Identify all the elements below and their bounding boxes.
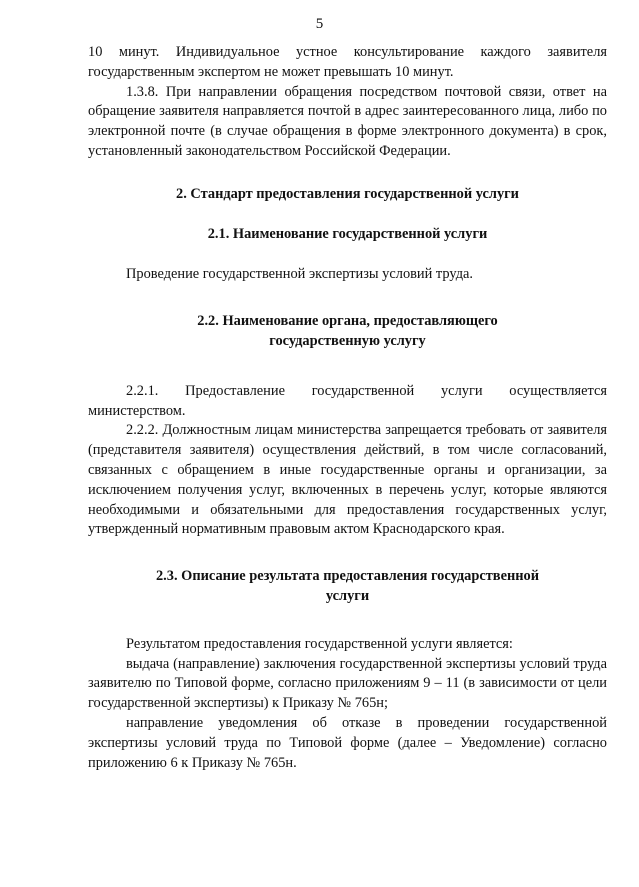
page-number: 5 xyxy=(315,16,324,32)
section-2-heading: 2. Стандарт предоставления государственной услуги xyxy=(176,185,519,202)
paragraph-2-3-item-b: направление уведомления об отказе в проведении государственной экспертизы условий труда по Типовой форме (далее – Уведомление) согласно приложению 6 к Приказу № 765н. xyxy=(88,714,607,771)
subsection-2-3-heading xyxy=(88,567,607,607)
paragraph-2-1: Проведение государственной экспертизы условий труда. xyxy=(126,266,473,283)
paragraph-continuation: 10 минут. Индивидуальное устное консультирование каждого заявителя государственным экспертом не может превышать 10 минут. xyxy=(88,44,607,80)
document-body xyxy=(88,43,607,773)
subsection-2-1-heading: 2.1. Наименование государственной услуги xyxy=(207,225,488,242)
subsection-2-3-heading-line2: услуги xyxy=(325,587,370,604)
subsection-2-2-heading-line2: государственную услугу xyxy=(269,332,426,349)
paragraph-2-3-intro: Результатом предоставления государственной услуги является: xyxy=(126,635,513,652)
subsection-2-3-heading-line1: 2.3. Описание результата предоставления государственной xyxy=(155,568,540,585)
paragraph-2-2-2: 2.2.2. Должностным лицам министерства запрещается требовать от заявителя (представителя заявителя) осуществления действий, в том числе согласований, связанных с обращением в иные государственные органы и организации, за исключением получения услуг, включенных в перечень услуг, которые являются необходимыми и обязательными для предоставления государственных услуг, утвержденный нормативным правовым актом Краснодарского края. xyxy=(88,422,607,538)
subsection-2-2-heading xyxy=(88,312,607,352)
subsection-2-2-heading-line1: 2.2. Наименование органа, предоставляющего xyxy=(197,313,498,330)
paragraph-1-3-8: 1.3.8. При направлении обращения посредством почтовой связи, ответ на обращение заявителя направляется почтой в адрес заинтересованного лица, либо по электронной почте (в случае обращения в форме электронного документа) в срок, установленный законодательством Российской Федерации. xyxy=(88,83,607,159)
paragraph-2-2-1: 2.2.1. Предоставление государственной услуги осуществляется министерством. xyxy=(88,382,607,419)
paragraph-2-3-item-a: выдача (направление) заключения государственной экспертизы условий труда заявителю по Типовой форме, согласно приложениям 9 – 11 (в зависимости от цели государственной экспертизы) к Приказу № 765н; xyxy=(88,655,607,712)
